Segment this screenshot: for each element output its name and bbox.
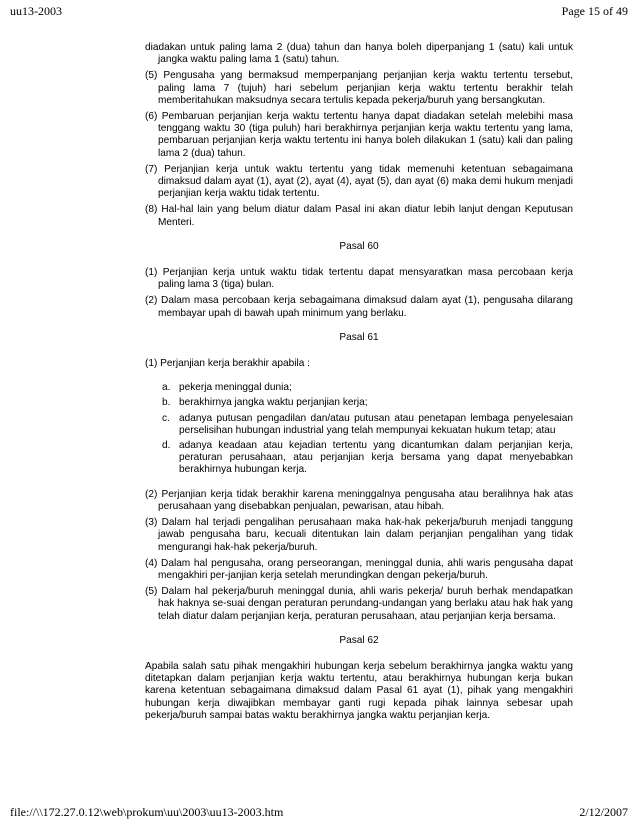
pasal62-heading: Pasal 62: [339, 634, 379, 646]
header-page-number: Page 15 of 49: [561, 4, 628, 18]
pasal59-ayat6: (6) Pembaruan perjanjian kerja waktu tertentu hanya dapat diadakan setelah melebihi masa tenggang waktu 30 (tiga puluh) hari berakhirnya perjanjian kerja waktu tertentu yang lama, pembaruan perjanjian kerja waktu tertentu ini hanya boleh dilakukan 1 (satu) kali dan paling lama 2 (dua) tahun.: [145, 111, 573, 159]
footer-file-path: file://\\172.27.0.12\web\prokum\uu\2003\uu13-2003.htm: [10, 805, 284, 819]
list-item-text: pekerja meninggal dunia;: [179, 382, 292, 394]
list-item-label: c.: [162, 412, 170, 424]
header-doc-name: uu13-2003: [10, 4, 62, 18]
list-item-text: berakhirnya jangka waktu perjanjian kerja;: [179, 397, 368, 409]
list-item-label: d.: [162, 440, 171, 452]
pasal59-ayat5: (5) Pengusaha yang bermaksud memperpanjang perjanjian kerja waktu tertentu tersebut, paling lama 7 (tujuh) hari sebelum perjanjian kerja waktu tertentu berakhir telah memberitahukan maksudnya secara tertulis kepada pekerja/buruh yang bersangkutan.: [145, 70, 573, 106]
pasal59-ayat4-continuation: diadakan untuk paling lama 2 (dua) tahun dan hanya boleh diperpanjang 1 (satu) kali untuk jangka waktu paling lama 1 (satu) tahun.: [145, 42, 573, 66]
list-item-label: b.: [162, 397, 171, 409]
list-item-label: a.: [162, 382, 171, 394]
pasal60-heading: Pasal 60: [339, 240, 379, 252]
pasal60-ayat2: (2) Dalam masa percobaan kerja sebagaimana dimaksud dalam ayat (1), pengusaha dilarang membayar upah di bawah upah minimum yang berlaku.: [145, 295, 573, 319]
list-item: [162, 413, 573, 437]
pasal59-ayat8: (8) Hal-hal lain yang belum diatur dalam Pasal ini akan diatur lebih lanjut dengan Keputusan Menteri.: [145, 204, 573, 228]
list-item: [162, 397, 573, 409]
list-item-text: adanya putusan pengadilan dan/atau putusan atau penetapan lembaga penyelesaian perselisihan hubungan industrial yang telah mempunyai kekuatan hukum tetap; atau: [179, 412, 573, 436]
document-body: [145, 42, 573, 726]
pasal61-ayat1-intro: (1) Perjanjian kerja berakhir apabila :: [145, 358, 310, 370]
pasal60-ayat1: (1) Perjanjian kerja untuk waktu tidak tertentu dapat mensyaratkan masa percobaan kerja paling lama 3 (tiga) bulan.: [145, 267, 573, 291]
footer-date: 2/12/2007: [579, 805, 628, 819]
pasal61-ayat3: (3) Dalam hal terjadi pengalihan perusahaan maka hak-hak pekerja/buruh menjadi tanggung jawab pengusaha baru, kecuali ditentukan lain dalam perjanjian pengalihan yang tidak mengurangi hak-hak pekerja/buruh.: [145, 517, 573, 553]
pasal61-ayat4: (4) Dalam hal pengusaha, orang perseorangan, meninggal dunia, ahli waris pengusaha dapat mengakhiri per-janjian kerja setelah merundingkan dengan pekerja/buruh.: [145, 557, 573, 581]
pasal61-sub-list: [145, 382, 573, 476]
list-item-text: adanya keadaan atau kejadian tertentu yang dicantumkan dalam perjanjian kerja, peraturan perusahaan, atau perjanjian kerja bersama yang dapat menyebabkan berakhirnya hubungan kerja.: [179, 440, 573, 476]
pasal61-ayat5: (5) Dalam hal pekerja/buruh meninggal dunia, ahli waris pekerja/ buruh berhak mendapatkan hak haknya se-suai dengan peraturan perundang-undangan yang berlaku atau hak hak yang telah diatur dalam perjanjian kerja, peraturan perusahaan, atau perjanjian kerja bersama.: [145, 586, 573, 622]
list-item: [162, 382, 573, 394]
pasal62-text: Apabila salah satu pihak mengakhiri hubungan kerja sebelum berakhirnya jangka waktu yang ditetapkan dalam perjanjian kerja waktu tertentu, atau berakhirnya hubungan kerja bukan karena ketentuan sebagaimana dimaksud dalam Pasal 61 ayat (1), pihak yang mengakhiri hubungan kerja diwajibkan membayar ganti rugi kepada pihak lainnya sebesar upah pekerja/buruh sampai batas waktu berakhirnya jangka waktu perjanjian kerja.: [145, 660, 573, 721]
list-item: [162, 440, 573, 477]
pasal61-ayat2: (2) Perjanjian kerja tidak berakhir karena meninggalnya pengusaha atau beralihnya hak atas perusahaan yang disebabkan penjualan, pewarisan, atau hibah.: [145, 488, 573, 512]
pasal61-heading: Pasal 61: [339, 331, 379, 343]
pasal59-ayat7: (7) Perjanjian kerja untuk waktu tertentu yang tidak memenuhi ketentuan sebagaimana dimaksud dalam ayat (1), ayat (2), ayat (4), ayat (5), dan ayat (6) maka demi hukum menjadi perjanjian kerja waktu tidak tertentu.: [145, 163, 573, 200]
